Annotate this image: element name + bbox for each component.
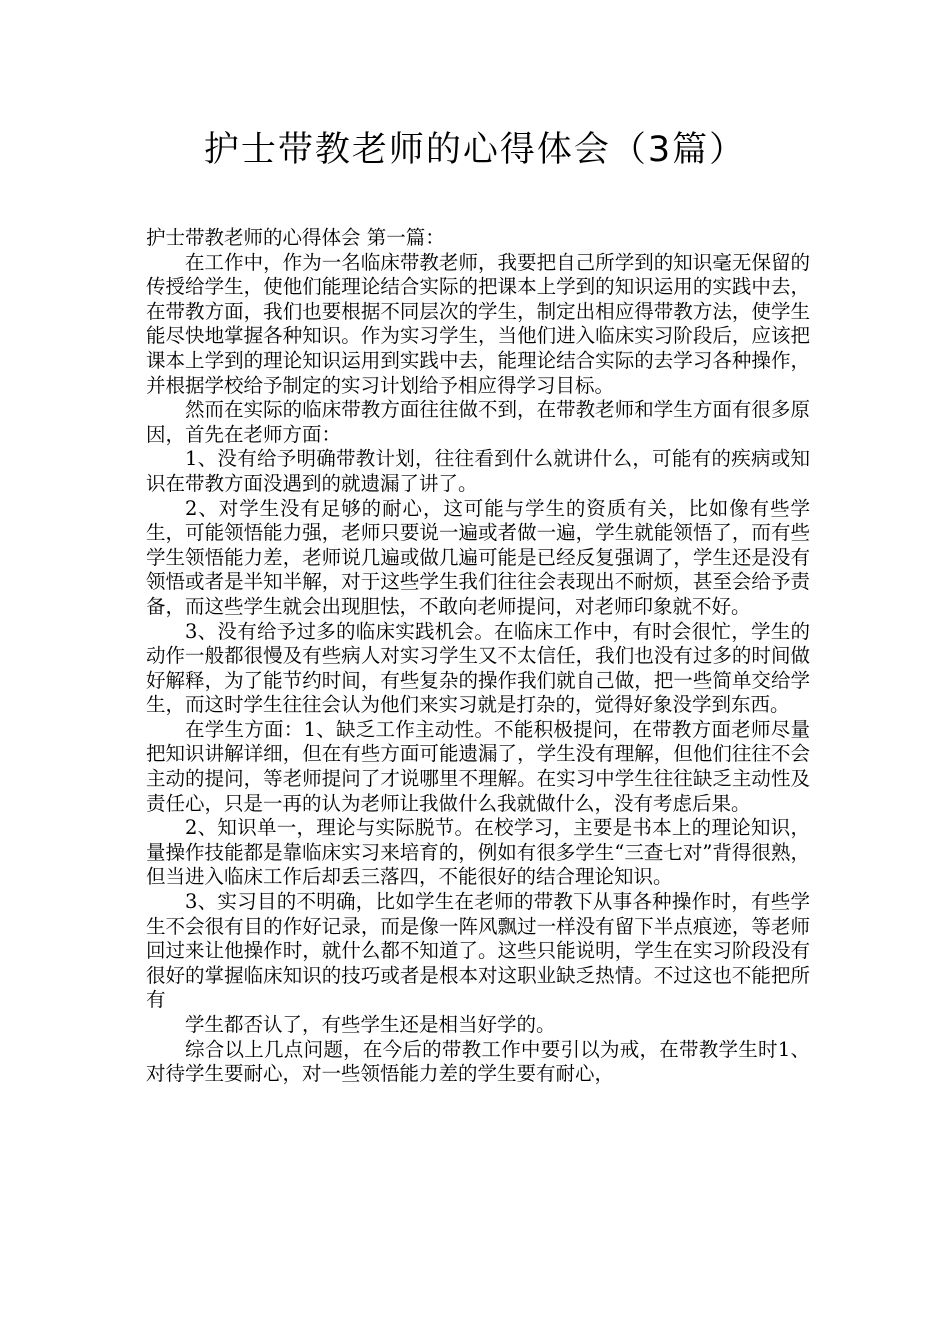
paragraph: 在学生方面：1、缺乏工作主动性。不能积极提问，在带教方面老师尽量把知识讲解详细，但在有些方面可能遗漏了，学生没有理解，但他们往往不会主动的提问，等老师提问了才说哪里不理解。在实习中学生往往缺乏主动性及责任心，只是一再的认为老师让我做什么我就做什么，没有考虑后果。 [146, 717, 810, 815]
document-title: 护士带教老师的心得体会（3篇） [203, 130, 747, 170]
paragraph: 在工作中，作为一名临床带教老师，我要把自己所学到的知识毫无保留的传授给学生，使他们能理论结合实际的把课本上学到的知识运用的实践中去，在带教方面，我们也要根据不同层次的学生，制定出相应得带教方法，使学生能尽快地掌握各种知识。作为实习学生，当他们进入临床实习阶段后，应该把课本上学到的理论知识运用到实践中去，能理论结合实际的去学习各种操作，并根据学校给予制定的实习计划给予相应得学习目标。 [146, 250, 810, 397]
paragraph: 2、对学生没有足够的耐心，这可能与学生的资质有关，比如像有些学生，可能领悟能力强，老师只要说一遍或者做一遍，学生就能领悟了，而有些学生领悟能力差，老师说几遍或做几遍可能是已经反复强调了，学生还是没有领悟或者是半知半解，对于这些学生我们往往会表现出不耐烦，甚至会给予责备，而这些学生就会出现胆怯，不敢向老师提问，对老师印象就不好。 [146, 496, 810, 618]
paragraph: 3、没有给予过多的临床实践机会。在临床工作中，有时会很忙，学生的动作一般都很慢及有些病人对实习学生又不太信任，我们也没有过多的时间做好解释，为了能节约时间，有些复杂的操作我们就自己做，把一些简单交给学生，而这时学生往往会认为他们来实习就是打杂的，觉得好象没学到东西。 [146, 619, 810, 717]
document-body [146, 226, 810, 1087]
paragraph: 综合以上几点问题，在今后的带教工作中要引以为戒，在带教学生时1、对待学生要耐心，对一些领悟能力差的学生要有耐心， [146, 1037, 810, 1086]
paragraph: 1、没有给予明确带教计划，往往看到什么就讲什么，可能有的疾病或知识在带教方面没遇到的就遗漏了讲了。 [146, 447, 810, 495]
section-heading: 护士带教老师的心得体会 第一篇： [146, 226, 445, 249]
paragraph: 然而在实际的临床带教方面往往做不到，在带教老师和学生方面有很多原因，首先在老师方面： [146, 398, 810, 446]
paragraph: 学生都否认了，有些学生还是相当好学的。 [185, 1013, 556, 1036]
paragraph: 2、知识单一，理论与实际脱节。在校学习，主要是书本上的理论知识，量操作技能都是靠临床实习来培育的，例如有很多学生“三查七对”背得很熟，但当进入临床工作后却丢三落四，不能很好的结合理论知识。 [146, 816, 810, 889]
paragraph: 3、实习目的不明确，比如学生在老师的带教下从事各种操作时，有些学生不会很有目的作好记录，而是像一阵风飘过一样没有留下半点痕迹，等老师回过来让他操作时，就什么都不知道了。这些只能说明，学生在实习阶段没有很好的掌握临床知识的技巧或者是根本对这职业缺乏热情。不过这也不能把所有 [146, 890, 810, 1012]
